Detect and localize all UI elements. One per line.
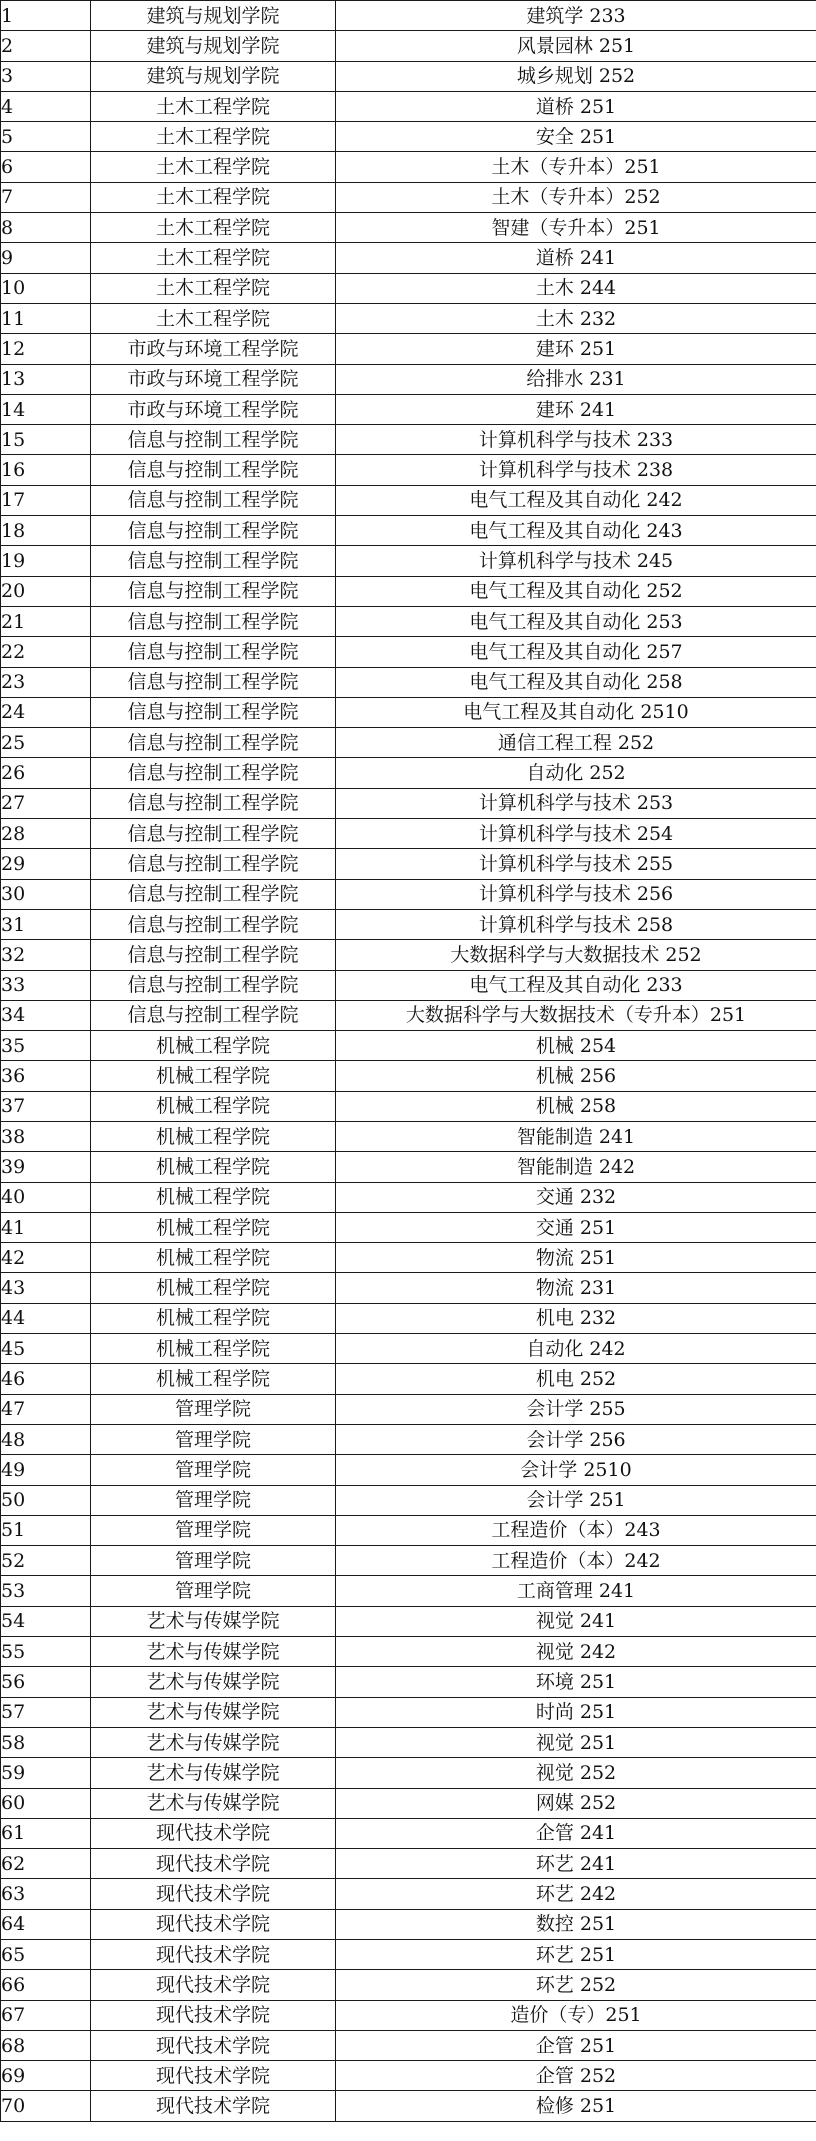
college-name: 土木工程学院 [91,243,336,273]
college-name: 艺术与传媒学院 [91,1606,336,1636]
table-row [1,576,816,606]
row-number: 40 [1,1182,91,1212]
table-row [1,1606,816,1636]
row-number: 31 [1,909,91,939]
class-name: 计算机科学与技术 238 [336,455,816,485]
college-name: 艺术与传媒学院 [91,1667,336,1697]
row-number: 6 [1,152,91,182]
row-number: 64 [1,1909,91,1939]
class-name: 土木（专升本）251 [336,152,816,182]
college-name: 现代技术学院 [91,1940,336,1970]
table-row [1,364,816,394]
class-name: 机械 256 [336,1061,816,1091]
table-row [1,909,816,939]
college-name: 现代技术学院 [91,2061,336,2091]
table-row [1,1424,816,1454]
row-number: 5 [1,122,91,152]
class-name: 城乡规划 252 [336,61,816,91]
college-name: 建筑与规划学院 [91,61,336,91]
college-name: 机械工程学院 [91,1091,336,1121]
college-name: 机械工程学院 [91,1243,336,1273]
college-name: 土木工程学院 [91,182,336,212]
row-number: 34 [1,1000,91,1030]
college-name: 管理学院 [91,1485,336,1515]
college-name: 现代技术学院 [91,1849,336,1879]
row-number: 14 [1,394,91,424]
class-name: 电气工程及其自动化 257 [336,637,816,667]
class-name: 工商管理 241 [336,1576,816,1606]
college-name: 建筑与规划学院 [91,1,336,31]
table-row [1,1243,816,1273]
row-number: 19 [1,546,91,576]
table-row [1,334,816,364]
row-number: 9 [1,243,91,273]
row-number: 50 [1,1485,91,1515]
college-name: 管理学院 [91,1576,336,1606]
college-name: 机械工程学院 [91,1121,336,1151]
row-number: 61 [1,1818,91,1848]
college-name: 机械工程学院 [91,1031,336,1061]
table-body [1,1,816,2122]
class-name: 智建（专升本）251 [336,213,816,243]
table-row [1,1909,816,1939]
college-name: 信息与控制工程学院 [91,788,336,818]
table-row [1,2000,816,2030]
table-row [1,1031,816,1061]
table-row [1,1849,816,1879]
table-row [1,819,816,849]
table-row [1,1273,816,1303]
table-row [1,1212,816,1242]
college-name: 信息与控制工程学院 [91,455,336,485]
table-row [1,2091,816,2121]
college-name: 建筑与规划学院 [91,31,336,61]
row-number: 12 [1,334,91,364]
table-row [1,1091,816,1121]
row-number: 52 [1,1546,91,1576]
class-name: 会计学 255 [336,1394,816,1424]
class-name: 电气工程及其自动化 258 [336,667,816,697]
row-number: 35 [1,1031,91,1061]
class-name: 环艺 242 [336,1879,816,1909]
table-row [1,273,816,303]
college-name: 信息与控制工程学院 [91,1000,336,1030]
row-number: 67 [1,2000,91,2030]
class-name: 视觉 251 [336,1727,816,1757]
college-name: 信息与控制工程学院 [91,697,336,727]
row-number: 8 [1,213,91,243]
class-name: 交通 232 [336,1182,816,1212]
row-number: 70 [1,2091,91,2121]
row-number: 29 [1,849,91,879]
class-name: 工程造价（本）243 [336,1515,816,1545]
class-name: 建筑学 233 [336,1,816,31]
class-name: 企管 241 [336,1818,816,1848]
row-number: 42 [1,1243,91,1273]
row-number: 4 [1,91,91,121]
class-name: 机械 254 [336,1031,816,1061]
class-name: 大数据科学与大数据技术（专升本）251 [336,1000,816,1030]
class-name: 智能制造 242 [336,1152,816,1182]
class-name: 企管 251 [336,2030,816,2060]
table-row [1,31,816,61]
table-row [1,1152,816,1182]
college-name: 现代技术学院 [91,1970,336,2000]
table-row [1,879,816,909]
table-row [1,303,816,333]
college-name: 机械工程学院 [91,1364,336,1394]
table-row [1,1182,816,1212]
class-name: 计算机科学与技术 256 [336,879,816,909]
college-name: 现代技术学院 [91,2030,336,2060]
college-name: 管理学院 [91,1424,336,1454]
college-name: 信息与控制工程学院 [91,940,336,970]
row-number: 21 [1,606,91,636]
row-number: 7 [1,182,91,212]
class-name: 土木 232 [336,303,816,333]
college-name: 现代技术学院 [91,1909,336,1939]
college-name: 市政与环境工程学院 [91,364,336,394]
table-row [1,1364,816,1394]
college-name: 机械工程学院 [91,1334,336,1364]
college-name: 市政与环境工程学院 [91,334,336,364]
table-row [1,1727,816,1757]
college-name: 信息与控制工程学院 [91,485,336,515]
college-name: 机械工程学院 [91,1182,336,1212]
college-name: 信息与控制工程学院 [91,728,336,758]
table-row [1,1303,816,1333]
table-row [1,1334,816,1364]
college-name: 现代技术学院 [91,2091,336,2121]
row-number: 56 [1,1667,91,1697]
row-number: 10 [1,273,91,303]
college-name: 信息与控制工程学院 [91,637,336,667]
table-row [1,1637,816,1667]
class-name: 网媒 252 [336,1788,816,1818]
table-row [1,1394,816,1424]
college-name: 信息与控制工程学院 [91,576,336,606]
class-name: 电气工程及其自动化 2510 [336,697,816,727]
college-name: 信息与控制工程学院 [91,909,336,939]
college-name: 信息与控制工程学院 [91,970,336,1000]
table-row [1,1485,816,1515]
class-name: 智能制造 241 [336,1121,816,1151]
row-number: 28 [1,819,91,849]
row-number: 16 [1,455,91,485]
class-name: 交通 251 [336,1212,816,1242]
class-name: 环艺 252 [336,1970,816,2000]
row-number: 69 [1,2061,91,2091]
class-name: 大数据科学与大数据技术 252 [336,940,816,970]
college-name: 机械工程学院 [91,1273,336,1303]
college-name: 土木工程学院 [91,213,336,243]
table-row [1,182,816,212]
table-row [1,1121,816,1151]
class-name: 通信工程工程 252 [336,728,816,758]
row-number: 55 [1,1637,91,1667]
table-row [1,1455,816,1485]
table-row [1,1515,816,1545]
row-number: 45 [1,1334,91,1364]
college-name: 机械工程学院 [91,1212,336,1242]
table-row [1,1697,816,1727]
class-name: 建环 241 [336,394,816,424]
table-row [1,1576,816,1606]
class-name: 环艺 241 [336,1849,816,1879]
row-number: 66 [1,1970,91,2000]
row-number: 3 [1,61,91,91]
class-name: 电气工程及其自动化 243 [336,516,816,546]
row-number: 53 [1,1576,91,1606]
table-row [1,1,816,31]
class-name: 电气工程及其自动化 242 [336,485,816,515]
table-row [1,758,816,788]
table-row [1,213,816,243]
class-name: 土木（专升本）252 [336,182,816,212]
row-number: 39 [1,1152,91,1182]
table-row [1,1546,816,1576]
college-name: 信息与控制工程学院 [91,606,336,636]
row-number: 30 [1,879,91,909]
class-name: 机电 232 [336,1303,816,1333]
class-name: 安全 251 [336,122,816,152]
college-name: 信息与控制工程学院 [91,425,336,455]
college-name: 现代技术学院 [91,1879,336,1909]
row-number: 47 [1,1394,91,1424]
college-name: 艺术与传媒学院 [91,1758,336,1788]
table-row [1,1788,816,1818]
college-name: 机械工程学院 [91,1061,336,1091]
table-row [1,667,816,697]
college-name: 信息与控制工程学院 [91,758,336,788]
college-name: 管理学院 [91,1455,336,1485]
college-name: 信息与控制工程学院 [91,667,336,697]
class-name: 时尚 251 [336,1697,816,1727]
table-row [1,1000,816,1030]
class-name: 会计学 2510 [336,1455,816,1485]
college-name: 机械工程学院 [91,1152,336,1182]
row-number: 68 [1,2030,91,2060]
class-name: 电气工程及其自动化 233 [336,970,816,1000]
row-number: 62 [1,1849,91,1879]
class-name: 机电 252 [336,1364,816,1394]
table-row [1,122,816,152]
college-name: 管理学院 [91,1546,336,1576]
table-row [1,425,816,455]
table-row [1,1667,816,1697]
college-name: 信息与控制工程学院 [91,546,336,576]
class-name: 计算机科学与技术 253 [336,788,816,818]
row-number: 38 [1,1121,91,1151]
class-name: 计算机科学与技术 233 [336,425,816,455]
class-name: 物流 251 [336,1243,816,1273]
college-name: 信息与控制工程学院 [91,516,336,546]
class-name: 检修 251 [336,2091,816,2121]
college-name: 土木工程学院 [91,303,336,333]
class-name: 计算机科学与技术 254 [336,819,816,849]
college-name: 信息与控制工程学院 [91,879,336,909]
class-name: 视觉 241 [336,1606,816,1636]
table-row [1,546,816,576]
row-number: 26 [1,758,91,788]
class-name: 土木 244 [336,273,816,303]
class-name: 工程造价（本）242 [336,1546,816,1576]
college-name: 管理学院 [91,1394,336,1424]
class-name: 环艺 251 [336,1940,816,1970]
class-name: 给排水 231 [336,364,816,394]
class-name: 道桥 251 [336,91,816,121]
class-name: 建环 251 [336,334,816,364]
table-row [1,61,816,91]
class-name: 自动化 242 [336,1334,816,1364]
row-number: 23 [1,667,91,697]
row-number: 57 [1,1697,91,1727]
row-number: 22 [1,637,91,667]
row-number: 1 [1,1,91,31]
table-row [1,637,816,667]
row-number: 51 [1,1515,91,1545]
college-name: 土木工程学院 [91,273,336,303]
table-row [1,243,816,273]
college-name: 机械工程学院 [91,1303,336,1333]
row-number: 48 [1,1424,91,1454]
class-name: 视觉 252 [336,1758,816,1788]
table-row [1,1879,816,1909]
table-row [1,940,816,970]
row-number: 49 [1,1455,91,1485]
college-name: 信息与控制工程学院 [91,819,336,849]
table-row [1,728,816,758]
row-number: 20 [1,576,91,606]
college-name: 信息与控制工程学院 [91,849,336,879]
class-name: 环境 251 [336,1667,816,1697]
college-name: 市政与环境工程学院 [91,394,336,424]
college-name: 土木工程学院 [91,91,336,121]
class-name: 造价（专）251 [336,2000,816,2030]
table-row [1,2030,816,2060]
row-number: 18 [1,516,91,546]
class-name: 电气工程及其自动化 252 [336,576,816,606]
table-row [1,1940,816,1970]
row-number: 33 [1,970,91,1000]
row-number: 63 [1,1879,91,1909]
row-number: 44 [1,1303,91,1333]
row-number: 32 [1,940,91,970]
class-name: 自动化 252 [336,758,816,788]
college-name: 艺术与传媒学院 [91,1637,336,1667]
college-name: 土木工程学院 [91,152,336,182]
table-row [1,970,816,1000]
row-number: 60 [1,1788,91,1818]
class-name: 数控 251 [336,1909,816,1939]
table-row [1,455,816,485]
row-number: 27 [1,788,91,818]
row-number: 58 [1,1727,91,1757]
row-number: 17 [1,485,91,515]
row-number: 36 [1,1061,91,1091]
class-name: 会计学 256 [336,1424,816,1454]
class-name: 会计学 251 [336,1485,816,1515]
row-number: 46 [1,1364,91,1394]
college-name: 艺术与传媒学院 [91,1697,336,1727]
row-number: 15 [1,425,91,455]
table-row [1,394,816,424]
row-number: 13 [1,364,91,394]
college-name: 艺术与传媒学院 [91,1788,336,1818]
table-row [1,91,816,121]
row-number: 65 [1,1940,91,1970]
row-number: 59 [1,1758,91,1788]
row-number: 2 [1,31,91,61]
row-number: 54 [1,1606,91,1636]
table-row [1,1061,816,1091]
class-name: 电气工程及其自动化 253 [336,606,816,636]
row-number: 25 [1,728,91,758]
class-name: 计算机科学与技术 245 [336,546,816,576]
class-name: 风景园林 251 [336,31,816,61]
row-number: 41 [1,1212,91,1242]
class-name: 视觉 242 [336,1637,816,1667]
college-name: 现代技术学院 [91,2000,336,2030]
class-name: 计算机科学与技术 255 [336,849,816,879]
table-row [1,697,816,727]
row-number: 43 [1,1273,91,1303]
class-name: 道桥 241 [336,243,816,273]
table-row [1,2061,816,2091]
table-row [1,1970,816,2000]
table-row [1,516,816,546]
class-name: 物流 231 [336,1273,816,1303]
class-name: 企管 252 [336,2061,816,2091]
row-number: 11 [1,303,91,333]
table-row [1,606,816,636]
class-name: 机械 258 [336,1091,816,1121]
college-name: 管理学院 [91,1515,336,1545]
row-number: 24 [1,697,91,727]
table-row [1,849,816,879]
table-row [1,788,816,818]
row-number: 37 [1,1091,91,1121]
college-name: 现代技术学院 [91,1818,336,1848]
table-row [1,485,816,515]
college-name: 艺术与传媒学院 [91,1727,336,1757]
table-row [1,152,816,182]
table-row [1,1758,816,1788]
class-name: 计算机科学与技术 258 [336,909,816,939]
college-name: 土木工程学院 [91,122,336,152]
table-row [1,1818,816,1848]
